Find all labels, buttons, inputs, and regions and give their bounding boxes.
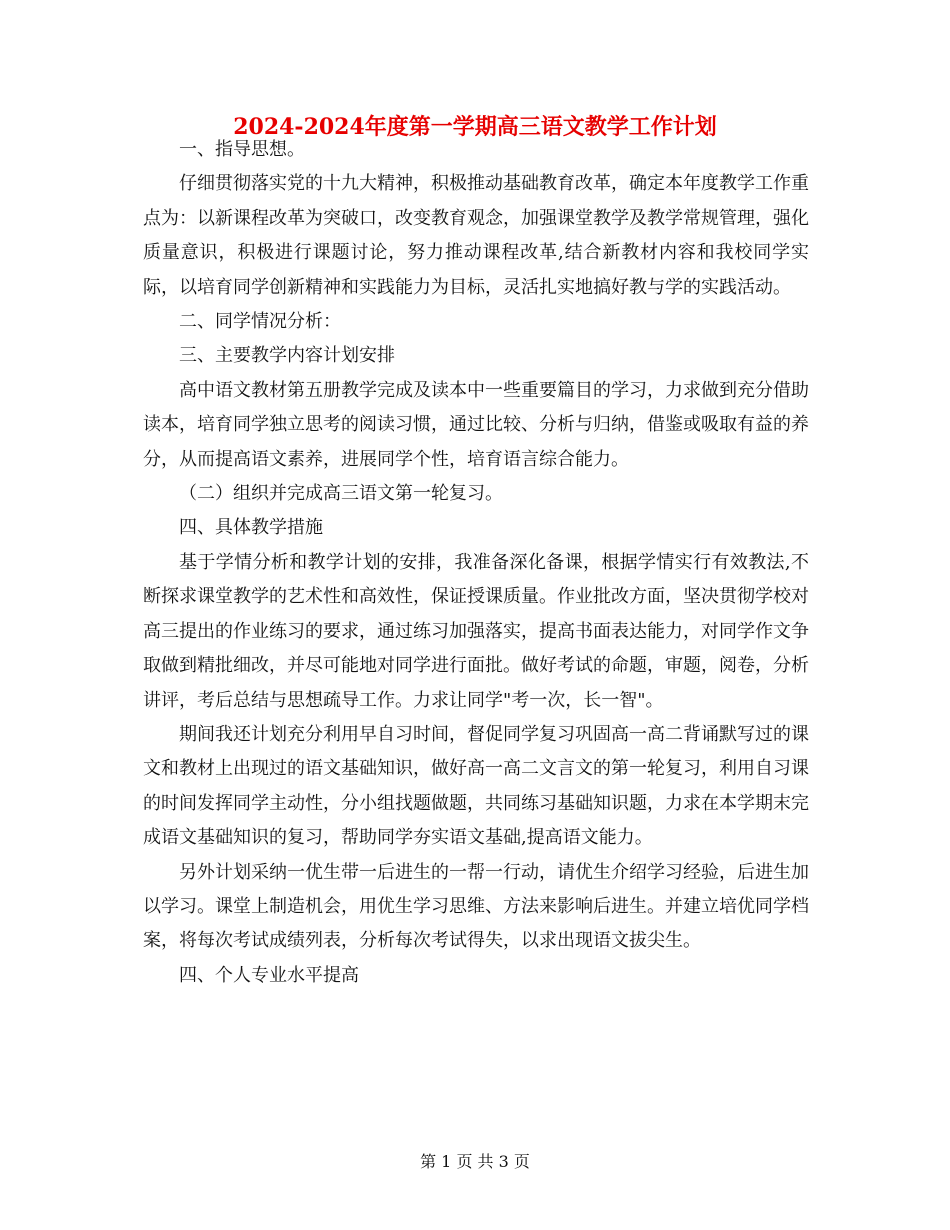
page-footer: 第 1 页 共 3 页 <box>420 1152 530 1171</box>
section-heading-teaching-content: 三、主要教学内容计划安排 <box>179 345 395 367</box>
document-title: 2024-2024年度第一学期高三语文教学工作计划 <box>233 114 717 140</box>
section-heading-teaching-measures: 四、具体教学措施 <box>179 517 323 539</box>
paragraph-teaching-measures: 基于学情分析和教学计划的安排，我准备深化备课，根据学情实行有效教法,不断探求课堂教学的艺术性和高效性，保证授课质量。作业批改方面，坚决贯彻学校对高三提出的作业练习的要求，通过练习加强落实，提高书面表达能力，对同学作文争取做到精批细改，并尽可能地对同学进行面批。做好考试的命题，审题，阅卷，分析讲评，考后总结与思想疏导工作。力求让同学"考一次，长一智"。 <box>143 551 809 711</box>
document-body <box>143 133 809 993</box>
section-heading-professional-improvement: 四、个人专业水平提高 <box>179 964 359 986</box>
paragraph-teaching-content: 高中语文教材第五册教学完成及读本中一些重要篇目的学习，力求做到充分借助读本，培育同学独立思考的阅读习惯，通过比较、分析与归纳，借鉴或吸取有益的养分，从而提高语文素养，进展同学个性，培育语言综合能力。 <box>143 379 809 470</box>
section-heading-guiding-thought: 一、指导思想。 <box>179 139 305 160</box>
subsection-heading-first-review: （二）组织并完成高三语文第一轮复习。 <box>179 483 503 505</box>
section-heading-student-analysis: 二、同学情况分析： <box>179 311 341 333</box>
paragraph-morning-study: 期间我还计划充分利用早自习时间，督促同学复习巩固高一高二背诵默写过的课文和教材上出现过的语文基础知识，做好高一高二文言文的第一轮复习，利用自习课的时间发挥同学主动性，分小组找题做题，共同练习基础知识题，力求在本学期末完成语文基础知识的复习，帮助同学夯实语文基础,提高语文能力。 <box>143 723 809 849</box>
paragraph-guiding-thought: 仔细贯彻落实党的十九大精神，积极推动基础教育改革，确定本年度教学工作重点为：以新课程改革为突破口，改变教育观念，加强课堂教学及教学常规管理，强化质量意识，积极进行课题讨论，努力推动课程改革,结合新教材内容和我校同学实际，以培育同学创新精神和实践能力为目标，灵活扎实地搞好教与学的实践活动。 <box>143 173 809 298</box>
paragraph-peer-help: 另外计划采纳一优生带一后进生的一帮一行动，请优生介绍学习经验，后进生加以学习。课堂上制造机会，用优生学习思维、方法来影响后进生。并建立培优同学档案，将每次考试成绩列表，分析每次考试得失，以求出现语文拔尖生。 <box>143 861 809 952</box>
